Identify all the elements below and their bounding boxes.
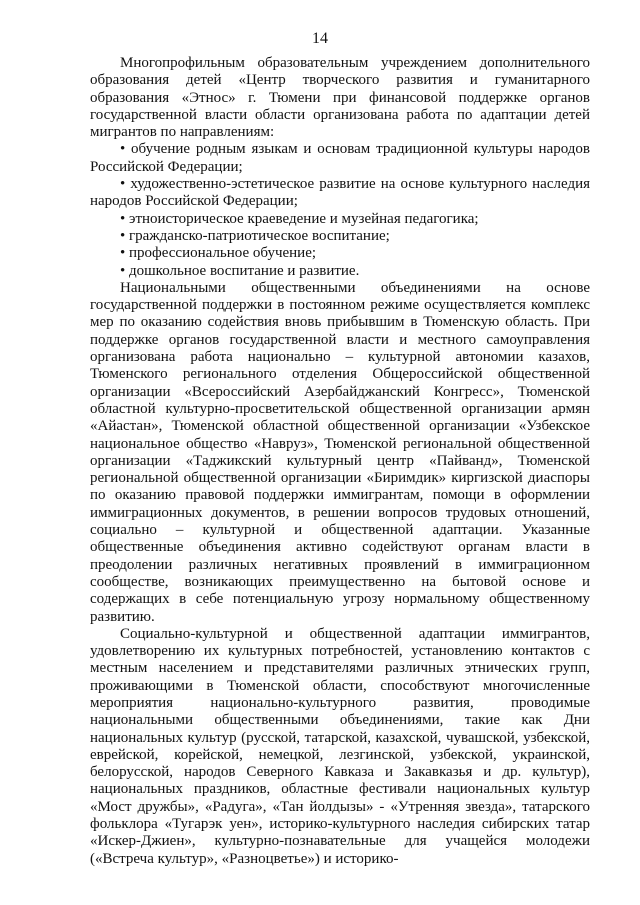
list-item: • этноисторическое краеведение и музейная педагогика; — [120, 210, 479, 227]
support-paragraph: Национальными общественными объединениями на основе государственной поддержки в постоянном режиме осуществляется комплекс мер по оказанию содействия вновь прибывшим в Тюменскую область. При поддержке органов государственной власти и местного самоуправления организована работа национально – культурной автономии казахов, Тюменского регионального отделения Общероссийской общественной организации «Всероссийский Азербайджанский Конгресс», Тюменской областной культурно-просветительской общественной организации армян «Айастан», Тюменской областной общественной организации «Узбекское национальное общество «Навруз», Тюменской региональной общественной организации «Таджикский культурный центр «Пайванд», Тюменской региональной общественной организации «Биримдик» киргизской диаспоры по оказанию правовой поддержки иммигрантам, помощи в оформлении иммиграционных документов, в решении вопросов трудовых отношений, социально – культурной и общественной адаптации. Указанные общественные объединения активно содействуют органам власти в преодолении различных негативных проявлений в иммиграционном сообществе, возникающих преимущественно на бытовой основе и содержащих в себе потенциальную угрозу нормальному общественному развитию. — [90, 279, 590, 625]
document-body — [90, 55, 590, 868]
list-item: • художественно-эстетическое развитие на основе культурного наследия народов Российской Федерации; — [90, 176, 590, 210]
list-item: • дошкольное воспитание и развитие. — [120, 262, 360, 279]
list-item: • обучение родным языкам и основам традиционной культуры народов Российской Федерации; — [90, 141, 590, 175]
list-item: • профессиональное обучение; — [120, 245, 317, 262]
intro-paragraph: Многопрофильным образовательным учреждением дополнительного образования детей «Центр творческого развития и гуманитарного образования «Этнос» г. Тюмени при финансовой поддержке органов государственной власти области организована работа по адаптации детей мигрантов по направлениям: — [90, 55, 590, 141]
list-item: • гражданско-патриотическое воспитание; — [120, 227, 390, 244]
adaptation-paragraph: Социально-культурной и общественной адаптации иммигрантов, удовлетворению их культурных потребностей, установлению контактов с местным населением и представителями различных этнических групп, проживающими в Тюменской области, способствуют многочисленные мероприятия национально-культурного развития, проводимые национальными общественными объединениями, такие как Дни национальных культур (русской, татарской, казахской, чувашской, узбекской, еврейской, корейской, немецкой, лезгинской, узбекской, украинской, белорусской, народов Северного Кавказа и Закавказья и др. культур), национальных праздников, областные фестивали национальных культур «Мост дружбы», «Радуга», «Тан йолдызы» - «Утренняя звезда», татарского фольклора «Тугарэк уен», историко-культурного наследия сибирских татар «Искер-Джиен», культурно-познавательные для учащейся молодежи («Встреча культур», «Разноцветье») и историко- — [90, 625, 590, 867]
directions-list — [90, 141, 590, 279]
page-number: 14 — [312, 30, 328, 47]
